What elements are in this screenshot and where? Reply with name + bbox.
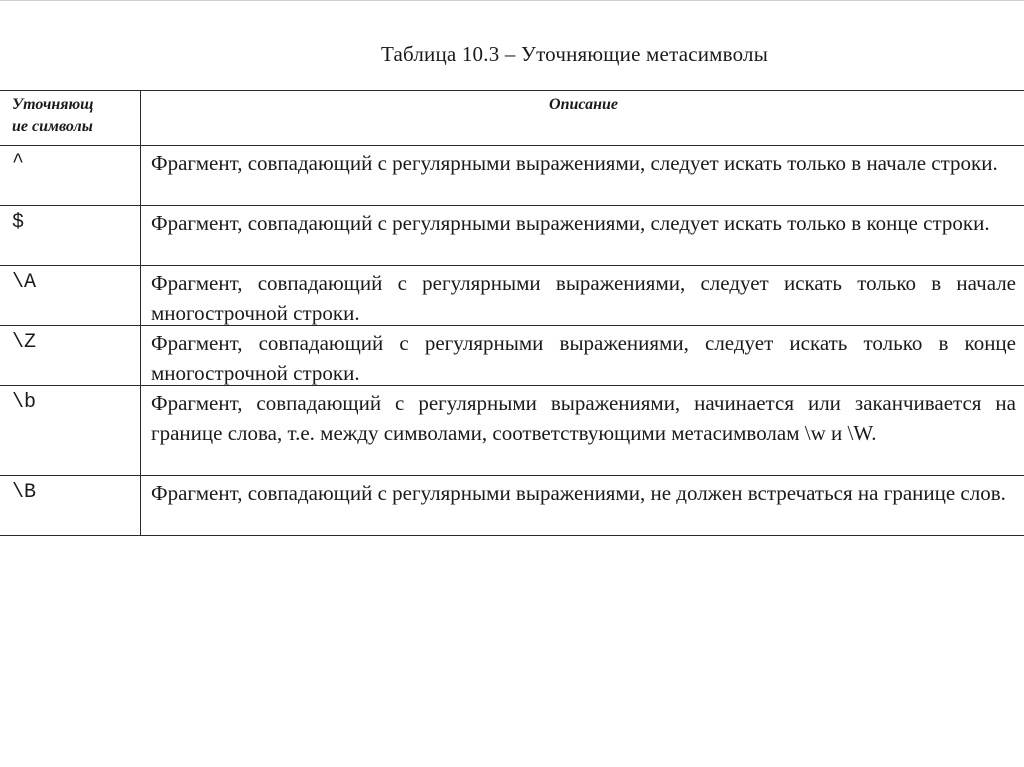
- table-row: [0, 266, 1024, 326]
- table-caption: Таблица 10.3 – Уточняющие метасимволы: [380, 42, 769, 66]
- description-cell: Фрагмент, совпадающий с регулярными выражениями, следует искать только в конце строки.: [151, 211, 990, 235]
- description-cell: Фрагмент, совпадающий с регулярными выражениями, следует искать только в начале многострочной строки.: [151, 271, 1016, 325]
- header-symbol-cell: [0, 91, 141, 145]
- symbol-cell: \Z: [0, 326, 141, 385]
- table-row: [0, 206, 1024, 266]
- description-cell: Фрагмент, совпадающий с регулярными выражениями, следует искать только в конце многострочной строки.: [151, 331, 1016, 385]
- symbol-cell: \B: [0, 476, 141, 535]
- description-cell: Фрагмент, совпадающий с регулярными выражениями, следует искать только в начале строки.: [151, 151, 998, 175]
- symbol-cell: $: [0, 206, 141, 265]
- table-row: [0, 476, 1024, 536]
- header-symbol-line2: ие символы: [12, 118, 93, 135]
- description-cell: Фрагмент, совпадающий с регулярными выражениями, начинается или заканчивается на границе слова, т.е. между символами, соответствующими метасимволам \w и \W.: [151, 391, 1016, 445]
- header-symbol-line1: Уточняющ: [12, 96, 94, 113]
- table-row: [0, 326, 1024, 386]
- table-row: [0, 146, 1024, 206]
- symbol-cell: \A: [0, 266, 141, 325]
- symbol-cell: \b: [0, 386, 141, 475]
- header-description-cell: Описание: [549, 96, 618, 113]
- top-divider: [0, 0, 1024, 1]
- metasymbols-table: [0, 90, 1024, 536]
- table-header-row: [0, 91, 1024, 146]
- description-cell: Фрагмент, совпадающий с регулярными выражениями, не должен встречаться на границе слов.: [151, 481, 1006, 505]
- table-row: [0, 386, 1024, 476]
- symbol-cell: ^: [0, 146, 141, 205]
